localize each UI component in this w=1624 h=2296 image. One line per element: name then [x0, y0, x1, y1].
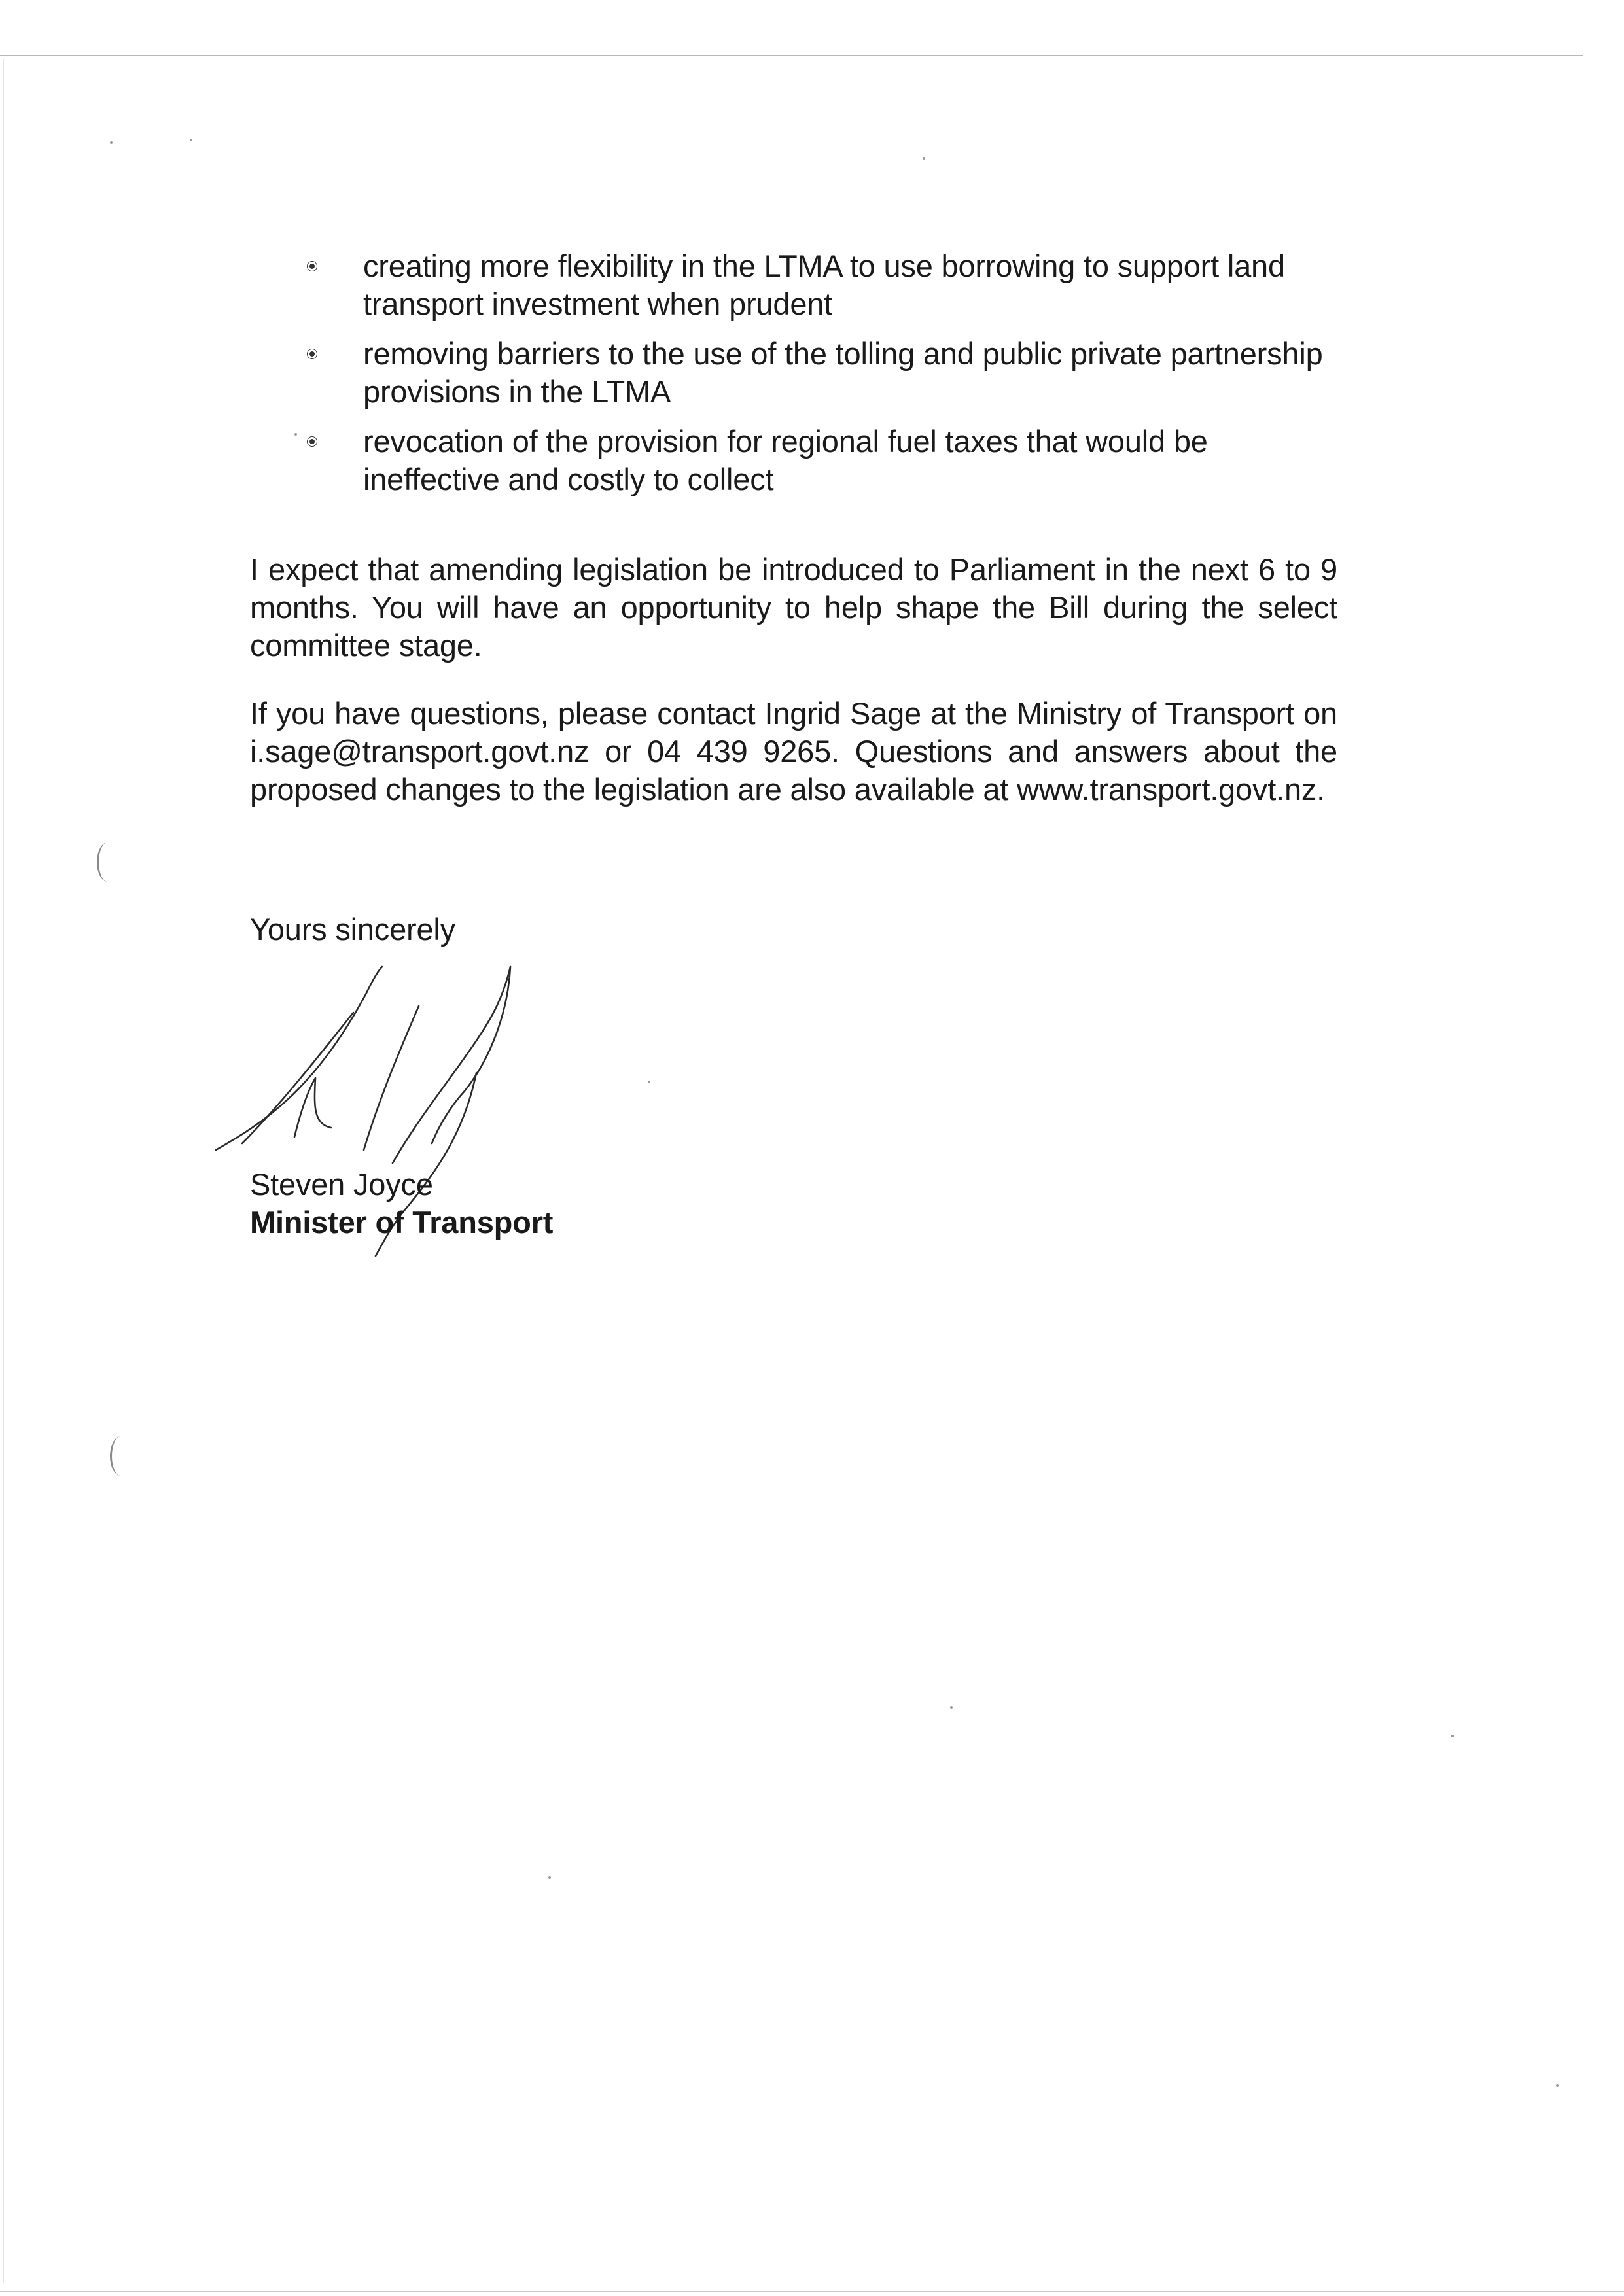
bullet-item — [250, 423, 1337, 498]
signer-name: Steven Joyce — [250, 1167, 433, 1202]
scan-top-edge — [0, 55, 1583, 56]
bullet-text: revocation of the provision for regional fuel taxes that would be ineffective and costly to collect — [363, 424, 1208, 496]
scan-speck — [1451, 1735, 1454, 1737]
scan-bottom-edge — [0, 2291, 1624, 2292]
signer-title: Minister of Transport — [250, 1205, 554, 1240]
bullet-icon — [308, 349, 317, 358]
punch-hole-mark — [97, 843, 118, 882]
bullet-text: removing barriers to the use of the tolling and public private partnership provisions in the LTMA — [363, 336, 1323, 409]
scan-left-edge — [3, 59, 4, 2283]
scan-speck — [110, 141, 113, 144]
scan-speck — [1556, 2084, 1559, 2087]
closing-salutation: Yours sincerely — [250, 912, 455, 947]
punch-hole-mark — [110, 1436, 132, 1476]
scan-speck — [190, 139, 192, 141]
scan-speck — [923, 157, 925, 160]
scan-speck — [648, 1081, 650, 1083]
bullet-item — [250, 247, 1337, 323]
scan-speck — [548, 1876, 551, 1879]
bullet-list — [250, 247, 1337, 510]
bullet-icon — [308, 437, 317, 446]
paragraph-contact: If you have questions, please contact Ingrid Sage at the Ministry of Transport on i.sage@transport.govt.nz or 04 439 9265. Questions and answers about the proposed changes to the legislation are also available at www.transport.govt.nz. — [250, 696, 1337, 807]
bullet-icon — [308, 262, 317, 271]
paragraph-legislation-timing: I expect that amending legislation be introduced to Parliament in the next 6 to 9 months. You will have an opportunity to help shape the Bill during the select committee stage. — [250, 552, 1337, 663]
bullet-text: creating more flexibility in the LTMA to use borrowing to support land transport investment when prudent — [363, 249, 1285, 321]
scan-speck — [950, 1706, 953, 1709]
bullet-item — [250, 335, 1337, 411]
